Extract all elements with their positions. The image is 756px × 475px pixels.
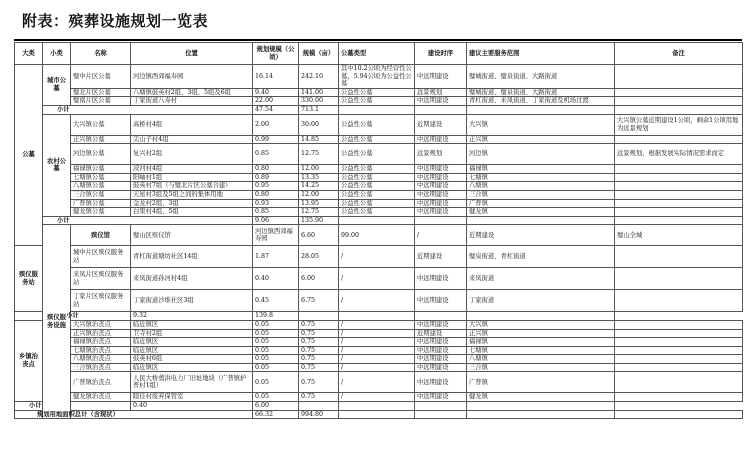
- cell-timing: 中远期建设: [415, 97, 467, 106]
- cell-mu: 0.75: [299, 329, 339, 338]
- category-city-gongmu: 城市公墓: [43, 65, 71, 106]
- subtotal-scale: 47.54: [253, 105, 299, 114]
- subtotal-row: [15, 312, 743, 321]
- cell-location: 河边镇西郊福寿园: [253, 225, 299, 246]
- table-row: [15, 208, 743, 217]
- cell-type: 公益性公墓: [339, 173, 415, 182]
- cell-name: 健龙镇治丧点: [71, 393, 131, 402]
- cell-name: 正兴镇公墓: [71, 135, 131, 144]
- cell-type: 公益性公墓: [339, 165, 415, 174]
- cell-mu: 0.75: [299, 346, 339, 355]
- cell-note: [615, 182, 743, 191]
- category-binyi-sheshi: 殡仪服务设施: [43, 225, 71, 419]
- cell-scope: 来凤街道: [467, 268, 615, 290]
- cell-type: 公益性公墓: [339, 88, 415, 97]
- cell-timing: 中远期建设: [415, 346, 467, 355]
- category-village-gongmu: 农村公墓: [43, 114, 71, 216]
- cell-type: 公益性公墓: [339, 97, 415, 106]
- cell-location: 白果村4组、5组: [131, 208, 253, 217]
- cell-name: 广普镇治丧点: [71, 372, 131, 393]
- cell-mu: 99.00: [339, 225, 415, 246]
- cell-mu: 0.75: [299, 320, 339, 329]
- cell-timing: 中远期建设: [415, 290, 467, 312]
- cell-location: 青杠街道塘坊社区14组: [131, 246, 253, 268]
- cell-scale: 0.89: [253, 173, 299, 182]
- cell-mu: 141.00: [299, 88, 339, 97]
- cell-type: 公益性公墓: [339, 190, 415, 199]
- cell-note: [615, 290, 743, 312]
- header-timing: 建设时序: [415, 43, 467, 65]
- cell-location: 临近镇区: [131, 338, 253, 347]
- cell-scope: 广普镇: [467, 372, 615, 393]
- cell-scope: 青杠街道、来凤街道、丁家街道及机场过渡: [467, 97, 615, 106]
- cell-scope: 健龙镇: [467, 208, 615, 217]
- total-mu: 994.80: [299, 410, 339, 419]
- table-row: [15, 320, 743, 329]
- cell-location: 河边镇西郊福寿园: [131, 65, 253, 89]
- cell-location: 鼓英村6组: [131, 355, 253, 364]
- header-name: 名称: [71, 43, 131, 65]
- cell-note: [615, 190, 743, 199]
- cell-scale: 0.05: [253, 363, 299, 372]
- cell-timing: 中远期建设: [415, 190, 467, 199]
- subtotal-mu: 713.1: [299, 105, 339, 114]
- cell-location: 卫寺村2组: [131, 329, 253, 338]
- cell-timing: 中远期建设: [415, 208, 467, 217]
- cell-scope: 正兴镇: [467, 135, 615, 144]
- cell-type: 公益性公墓: [339, 208, 415, 217]
- cell-scope: 正兴镇: [467, 329, 615, 338]
- subtotal-scale: 9.32: [131, 312, 253, 321]
- cell-timing: 近期建设: [415, 246, 467, 268]
- cell-name: 璧中片区公墓: [71, 65, 131, 89]
- cell-timing: 近期建设: [467, 225, 615, 246]
- cell-scope: 健龙镇: [467, 393, 615, 402]
- cell-mu: 6.00: [299, 268, 339, 290]
- cell-name: 丁家片区殡仪服务站: [71, 290, 131, 312]
- cell-name: 八塘镇公墓: [71, 182, 131, 191]
- cell-note: 大兴镇公墓近期建设1公顷，剩余1公顷用地为远景规划: [615, 114, 743, 135]
- cell-scale: 0.80: [253, 190, 299, 199]
- table-row: [15, 190, 743, 199]
- table-row: [15, 290, 743, 312]
- cell-timing: 近期建设: [415, 114, 467, 135]
- cell-location: 八塘镇鼓英村2组、3组、5组及6组: [131, 88, 253, 97]
- cell-note: [615, 88, 743, 97]
- cell-scope: 八塘镇: [467, 355, 615, 364]
- cell-timing: 中远期建设: [415, 182, 467, 191]
- cell-scale: 0.05: [253, 372, 299, 393]
- cell-location: 阳岫村1组: [131, 173, 253, 182]
- table-row: [15, 199, 743, 208]
- cell-mu: 0.75: [299, 393, 339, 402]
- cell-note: [615, 208, 743, 217]
- cell-name: 璧山区殡仪馆: [131, 225, 253, 246]
- header-scale-mu: 规模（亩）: [299, 43, 339, 65]
- cell-scope: 七塘镇: [467, 173, 615, 182]
- cell-type: /: [339, 329, 415, 338]
- cell-timing: 中远期建设: [415, 338, 467, 347]
- cell-scale: 0.80: [253, 165, 299, 174]
- cell-note: [615, 320, 743, 329]
- cell-mu: 6.75: [299, 290, 339, 312]
- cell-location: 复兴村2组: [131, 144, 253, 165]
- cell-name: 三合镇治丧点: [71, 363, 131, 372]
- cell-note: [615, 355, 743, 364]
- facility-table: [14, 42, 743, 419]
- cell-scope: 璧城街道、璧泉街道、大路街道: [467, 65, 615, 89]
- cell-scope: 大兴镇: [467, 114, 615, 135]
- cell-scope: 大兴镇: [467, 320, 615, 329]
- header-type: 公墓类型: [339, 43, 415, 65]
- header-planned-scale: 规划规模（公顷）: [253, 43, 299, 65]
- cell-type: /: [339, 363, 415, 372]
- cell-scale: 2.00: [253, 114, 299, 135]
- header-xiaolei: 小类: [43, 43, 71, 65]
- cell-timing: 中远期建设: [415, 65, 467, 89]
- cell-scale: 0.45: [253, 290, 299, 312]
- cell-mu: 12.75: [299, 208, 339, 217]
- cell-mu: 0.75: [299, 338, 339, 347]
- cell-location: 高桥村4组: [131, 114, 253, 135]
- cell-location: 金龙村2组、3组: [131, 199, 253, 208]
- cell-scope: 福禄镇: [467, 165, 615, 174]
- cell-mu: 0.75: [299, 355, 339, 364]
- cell-location: 临近镇区: [131, 346, 253, 355]
- category-binyi-guan: 殡仪馆: [71, 225, 131, 246]
- cell-name: 广普镇公墓: [71, 199, 131, 208]
- cell-note: [615, 135, 743, 144]
- cell-type: /: [339, 268, 415, 290]
- header-row: [15, 43, 743, 65]
- cell-location: 睦佳村废弃保管室: [131, 393, 253, 402]
- cell-type: /: [339, 355, 415, 364]
- cell-scope: 三合镇: [467, 363, 615, 372]
- table-row: [15, 114, 743, 135]
- cell-location: 临近镇区: [131, 363, 253, 372]
- cell-scale: 0.05: [253, 355, 299, 364]
- cell-name: 健龙镇公墓: [71, 208, 131, 217]
- total-label: 规划用地面积总计（含现状）: [15, 410, 253, 419]
- cell-note: [615, 363, 743, 372]
- cell-mu: 12.75: [299, 144, 339, 165]
- cell-scale: 0.85: [253, 208, 299, 217]
- cell-type: /: [339, 290, 415, 312]
- table-row: [15, 329, 743, 338]
- cell-mu: 330.00: [299, 97, 339, 106]
- table-row: [15, 346, 743, 355]
- cell-name: 河边镇公墓: [71, 144, 131, 165]
- subtotal-mu: 139.8: [253, 312, 299, 321]
- cell-mu: 0.75: [299, 363, 339, 372]
- cell-note: [615, 97, 743, 106]
- cell-note: 远景规划，根据发展实际情况需求而定: [615, 144, 743, 165]
- table-row: [15, 173, 743, 182]
- cell-note: [615, 268, 743, 290]
- cell-name: 璧北片区公墓: [71, 88, 131, 97]
- cell-scale: 0.95: [253, 182, 299, 191]
- subtotal-scale: 0.40: [131, 402, 253, 411]
- cell-location: 人民大桥蔫洪电力厂旧址地块（广普镇护普村1组）: [131, 372, 253, 393]
- cell-name: 三合镇公墓: [71, 190, 131, 199]
- cell-type: /: [415, 225, 467, 246]
- cell-name: 福禄镇治丧点: [71, 338, 131, 347]
- cell-note: [615, 329, 743, 338]
- cell-type: /: [339, 338, 415, 347]
- table-row: [15, 393, 743, 402]
- cell-timing: 中远期建设: [415, 320, 467, 329]
- cell-location: 来凤街道孙河村4组: [131, 268, 253, 290]
- table-row: [15, 135, 743, 144]
- subtotal-mu: 135.90: [299, 216, 339, 225]
- cell-mu: 0.75: [299, 372, 339, 393]
- cell-scale: 0.40: [253, 268, 299, 290]
- cell-note: [615, 165, 743, 174]
- cell-name: 七塘镇公墓: [71, 173, 131, 182]
- cell-timing: 远景规划: [415, 144, 467, 165]
- cell-type: 其中10.2公顷为经营性公墓，5.94公顷为公益性公墓: [339, 65, 415, 89]
- cell-scale: 0.05: [253, 320, 299, 329]
- cell-type: 公益性公墓: [339, 182, 415, 191]
- subtotal-row: [15, 216, 743, 225]
- cell-mu: 28.05: [299, 246, 339, 268]
- cell-timing: 中远期建设: [415, 268, 467, 290]
- cell-scope: 八塘镇: [467, 182, 615, 191]
- table-row: [15, 65, 743, 89]
- cell-mu: 12.00: [299, 165, 339, 174]
- cell-note: [615, 372, 743, 393]
- table-row: [15, 268, 743, 290]
- page-title: 附表：殡葬设施规划一览表: [22, 12, 209, 30]
- cell-mu: 242.10: [299, 65, 339, 89]
- cell-scale: 6.60: [299, 225, 339, 246]
- cell-type: /: [339, 246, 415, 268]
- cell-timing: 中远期建设: [415, 173, 467, 182]
- cell-note: [615, 246, 743, 268]
- cell-scale: 1.87: [253, 246, 299, 268]
- cell-name: 八塘镇治丧点: [71, 355, 131, 364]
- cell-mu: 12.00: [299, 190, 339, 199]
- cell-name: 大兴镇治丧点: [71, 320, 131, 329]
- cell-scale: 0.93: [253, 199, 299, 208]
- category-gongmu: 公墓: [15, 65, 43, 246]
- subtotal-label: 小计: [43, 216, 253, 225]
- cell-note: [615, 338, 743, 347]
- cell-name: 七塘镇治丧点: [71, 346, 131, 355]
- subtotal-mu: 6.00: [253, 402, 299, 411]
- cell-scale: 9.40: [253, 88, 299, 97]
- cell-scope: 广普镇: [467, 199, 615, 208]
- cell-type: /: [339, 372, 415, 393]
- subtotal-label: 小计: [15, 312, 131, 321]
- cell-type: 公益性公墓: [339, 114, 415, 135]
- cell-scale: 0.05: [253, 329, 299, 338]
- cell-name: 城中片区殡仪服务站: [71, 246, 131, 268]
- cell-timing: 中远期建设: [415, 165, 467, 174]
- cell-note: [615, 199, 743, 208]
- cell-scale: 0.05: [253, 338, 299, 347]
- cell-location: 丁家街道八寿村: [131, 97, 253, 106]
- cell-mu: 14.25: [299, 182, 339, 191]
- cell-timing: 中远期建设: [415, 199, 467, 208]
- cell-timing: 远景规划: [415, 88, 467, 97]
- cell-type: 公益性公墓: [339, 199, 415, 208]
- table-row: [15, 165, 743, 174]
- total-row: [15, 410, 743, 419]
- table-row: [15, 372, 743, 393]
- cell-location: 浸河村4组: [131, 165, 253, 174]
- cell-scale: 16.14: [253, 65, 299, 89]
- table-row: [15, 225, 743, 246]
- cell-location: 天星村3组及5组之间的集体用地: [131, 190, 253, 199]
- cell-name: 福禄镇公墓: [71, 165, 131, 174]
- table-row: [15, 355, 743, 364]
- cell-scope: 璧城街道、璧泉街道、大路街道: [467, 88, 615, 97]
- cell-scale: 0.05: [253, 346, 299, 355]
- total-scale: 66.32: [253, 410, 299, 419]
- category-binyi-fuwuzhan: 殡仪服务站: [15, 246, 43, 312]
- cell-timing: 近期建设: [415, 329, 467, 338]
- header-dalei: 大类: [15, 43, 43, 65]
- cell-scope: 丁家街道: [467, 290, 615, 312]
- cell-timing: 中远期建设: [415, 135, 467, 144]
- top-rule: [14, 39, 742, 41]
- cell-scale: 0.99: [253, 135, 299, 144]
- table-row: [15, 246, 743, 268]
- cell-scope: 璧泉街道、青杠街道: [467, 246, 615, 268]
- header-scope: 建议主要服务范围: [467, 43, 615, 65]
- cell-note: [615, 65, 743, 89]
- cell-name: 璧南片区公墓: [71, 97, 131, 106]
- cell-scope: 三合镇: [467, 190, 615, 199]
- cell-location: 鼓英村7组（与璧北片区公墓合建）: [131, 182, 253, 191]
- subtotal-label: 小计: [15, 402, 131, 411]
- cell-scope: 璧山全城: [615, 225, 743, 246]
- header-location: 位置: [131, 43, 253, 65]
- cell-scope: 福禄镇: [467, 338, 615, 347]
- cell-location: 临近镇区: [131, 320, 253, 329]
- cell-name: 正兴镇治丧点: [71, 329, 131, 338]
- cell-timing: 中远期建设: [415, 363, 467, 372]
- category-xiangzhen-zhiangdian: 乡镇治丧点: [15, 320, 43, 401]
- cell-timing: 中远期建设: [415, 355, 467, 364]
- subtotal-row: [15, 105, 743, 114]
- cell-type: /: [339, 346, 415, 355]
- cell-name: 来凤片区殡仪服务站: [71, 268, 131, 290]
- cell-type: 公益性公墓: [339, 135, 415, 144]
- table-row: [15, 97, 743, 106]
- cell-scale: 22.00: [253, 97, 299, 106]
- cell-timing: 中远期建设: [415, 393, 467, 402]
- cell-mu: 30.00: [299, 114, 339, 135]
- table-row: [15, 88, 743, 97]
- cell-note: [615, 173, 743, 182]
- cell-type: 公益性公墓: [339, 144, 415, 165]
- cell-location: 丁家街道沙堆社区3组: [131, 290, 253, 312]
- table-row: [15, 338, 743, 347]
- subtotal-scale: 9.06: [253, 216, 299, 225]
- cell-name: 大兴镇公墓: [71, 114, 131, 135]
- cell-location: 尖山子村4组: [131, 135, 253, 144]
- cell-mu: 14.85: [299, 135, 339, 144]
- cell-scale: 0.85: [253, 144, 299, 165]
- cell-mu: 13.95: [299, 199, 339, 208]
- cell-scale: 0.05: [253, 393, 299, 402]
- cell-timing: 中远期建设: [415, 372, 467, 393]
- table-row: [15, 144, 743, 165]
- table-row: [15, 182, 743, 191]
- cell-scope: 河边镇: [467, 144, 615, 165]
- cell-scope: 七塘镇: [467, 346, 615, 355]
- subtotal-label: 小计: [43, 105, 253, 114]
- cell-type: /: [339, 393, 415, 402]
- cell-mu: 13.35: [299, 173, 339, 182]
- cell-type: /: [339, 320, 415, 329]
- cell-note: [615, 393, 743, 402]
- header-note: 备注: [615, 43, 743, 65]
- table-row: [15, 363, 743, 372]
- subtotal-row: [15, 402, 743, 411]
- cell-note: [615, 346, 743, 355]
